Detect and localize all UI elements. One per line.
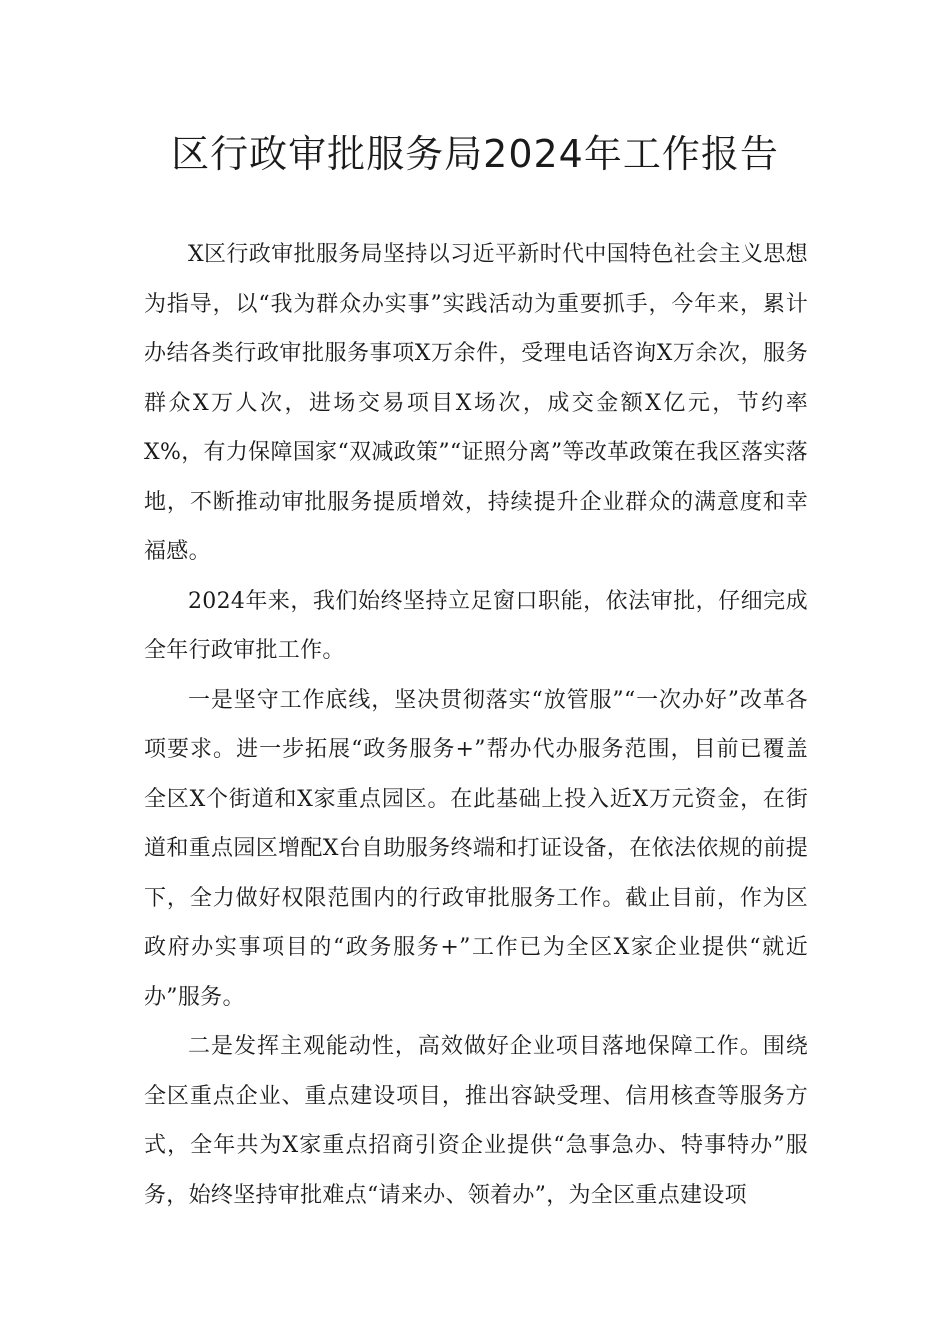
paragraph-intro: X区行政审批服务局坚持以习近平新时代中国特色社会主义思想为指导，以“我为群众办实事”实践活动为重要抓手，今年来，累计办结各类行政审批服务事项X万余件，受理电话咨询X万余次，服务群众X万人次，进场交易项目X场次，成交金额X亿元，节约率X%，有力保障国家“双减政策”“证照分离”等改革政策在我区落实落地，不断推动审批服务提质增效，持续提升企业群众的满意度和幸福感。: [144, 242, 808, 564]
paragraph-point-two: 二是发挥主观能动性，高效做好企业项目落地保障工作。围绕全区重点企业、重点建设项目，推出容缺受理、信用核查等服务方式，全年共为X家重点招商引资企业提供“急事急办、特事特办”服务，始终坚持审批难点“请来办、领着办”，为全区重点建设项: [144, 1034, 808, 1208]
document-body: [144, 230, 808, 1220]
paragraph-point-one: 一是坚守工作底线，坚决贯彻落实“放管服”“一次办好”改革各项要求。进一步拓展“政务服务+”帮办代办服务范围，目前已覆盖全区X个街道和X家重点园区。在此基础上投入近X万元资金，在街道和重点园区增配X台自助服务终端和打证设备，在依法依规的前提下，全力做好权限范围内的行政审批服务工作。截止目前，作为区政府办实事项目的“政务服务+”工作已为全区X家企业提供“就近办”服务。: [144, 687, 808, 1010]
paragraph-overview: 2024年来，我们始终坚持立足窗口职能，依法审批，仔细完成全年行政审批工作。: [144, 588, 808, 663]
document-title: 区行政审批服务局2024年工作报告: [171, 132, 779, 176]
